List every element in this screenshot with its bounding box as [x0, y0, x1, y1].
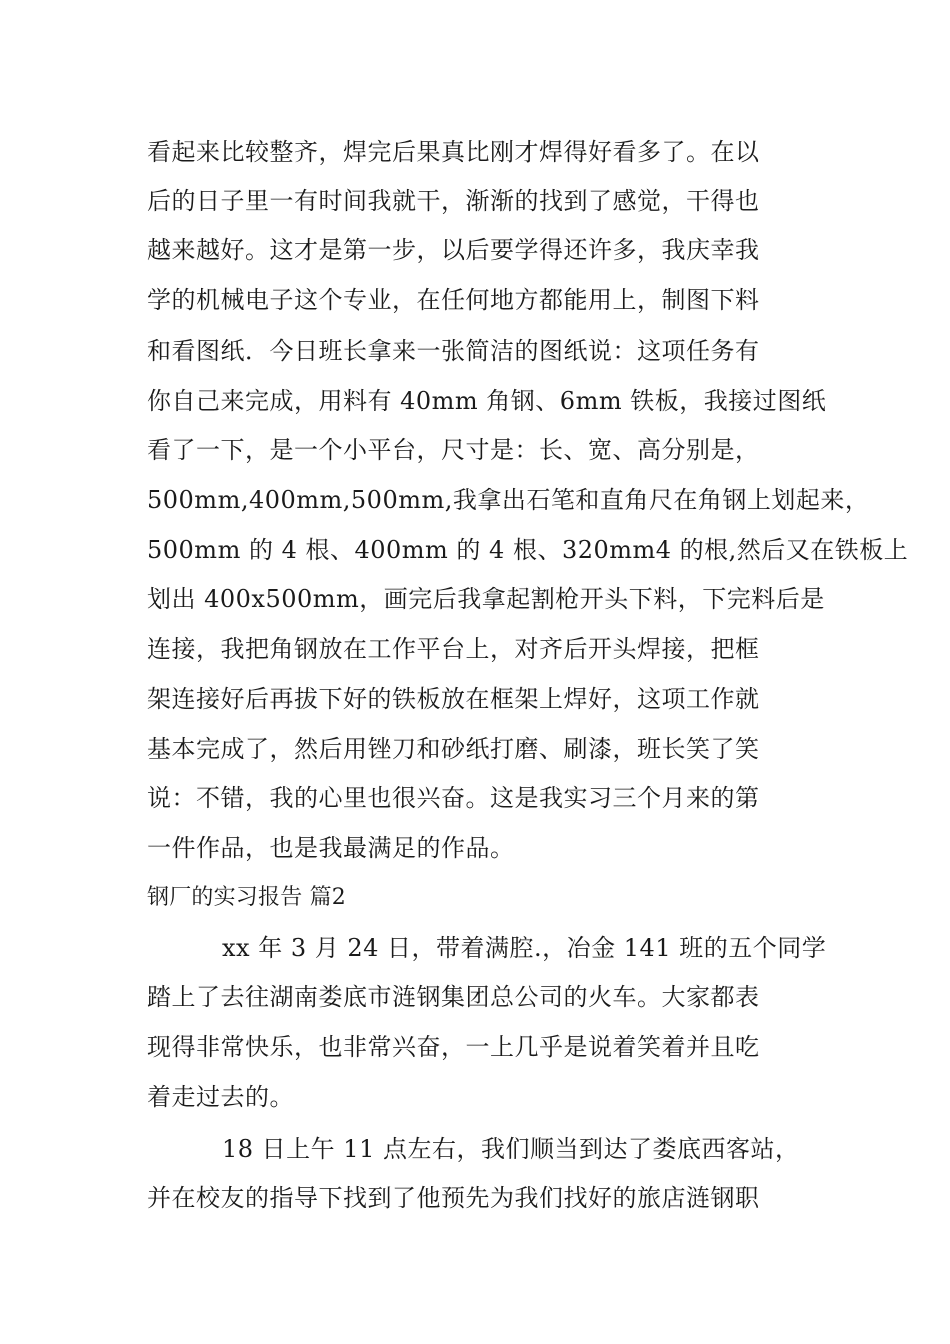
paragraph-1-line-8: 500mm,400mm,500mm,我拿出石笔和直角尺在角钢上划起来，	[147, 486, 870, 514]
paragraph-1-line-13: 基本完成了，然后用锉刀和砂纸打磨、刷漆，班长笑了笑	[147, 735, 760, 763]
paragraph-3-line-1: 18 日上午 11 点左右，我们顺当到达了娄底西客站，	[222, 1135, 800, 1163]
paragraph-1-line-10: 划出 400x500mm，画完后我拿起割枪开头下料，下完料后是	[147, 585, 825, 613]
paragraph-1-line-12: 架连接好后再拔下好的铁板放在框架上焊好，这项工作就	[147, 685, 760, 713]
paragraph-1-line-4: 学的机械电子这个专业，在任何地方都能用上，制图下料	[147, 286, 760, 314]
paragraph-2-line-1: xx 年 3 月 24 日，带着满腔.，冶金 141 班的五个同学	[222, 934, 827, 962]
paragraph-1-line-3: 越来越好。这才是第一步，以后要学得还许多，我庆幸我	[147, 236, 760, 264]
paragraph-1-line-1: 看起来比较整齐，焊完后果真比刚才焊得好看多了。在以	[147, 138, 760, 166]
paragraph-1-line-2: 后的日子里一有时间我就干，渐渐的找到了感觉，干得也	[147, 187, 760, 215]
paragraph-1-line-9: 500mm 的 4 根、400mm 的 4 根、320mm4 的根,然后又在铁板上	[147, 536, 909, 564]
paragraph-2-line-3: 现得非常快乐，也非常兴奋，一上几乎是说着笑着并且吃	[147, 1033, 760, 1061]
section-heading: 钢厂的实习报告 篇2	[147, 885, 346, 910]
paragraph-1-line-5: 和看图纸．今日班长拿来一张简洁的图纸说：这项任务有	[147, 337, 760, 365]
paragraph-1-line-6: 你自己来完成，用料有 40mm 角钢、6mm 铁板，我接过图纸	[147, 387, 827, 415]
paragraph-2-line-4: 着走过去的。	[147, 1083, 294, 1111]
paragraph-1-line-14: 说：不错，我的心里也很兴奋。这是我实习三个月来的第	[147, 784, 760, 812]
paragraph-2-line-2: 踏上了去往湖南娄底市涟钢集团总公司的火车。大家都表	[147, 983, 760, 1011]
paragraph-3-line-2: 并在校友的指导下找到了他预先为我们找好的旅店涟钢职	[147, 1184, 760, 1212]
paragraph-1-line-7: 看了一下，是一个小平台，尺寸是：长、宽、高分别是，	[147, 436, 760, 464]
paragraph-1-line-15: 一件作品，也是我最满足的作品。	[147, 834, 515, 862]
paragraph-1-line-11: 连接，我把角钢放在工作平台上，对齐后开头焊接，把框	[147, 635, 760, 663]
